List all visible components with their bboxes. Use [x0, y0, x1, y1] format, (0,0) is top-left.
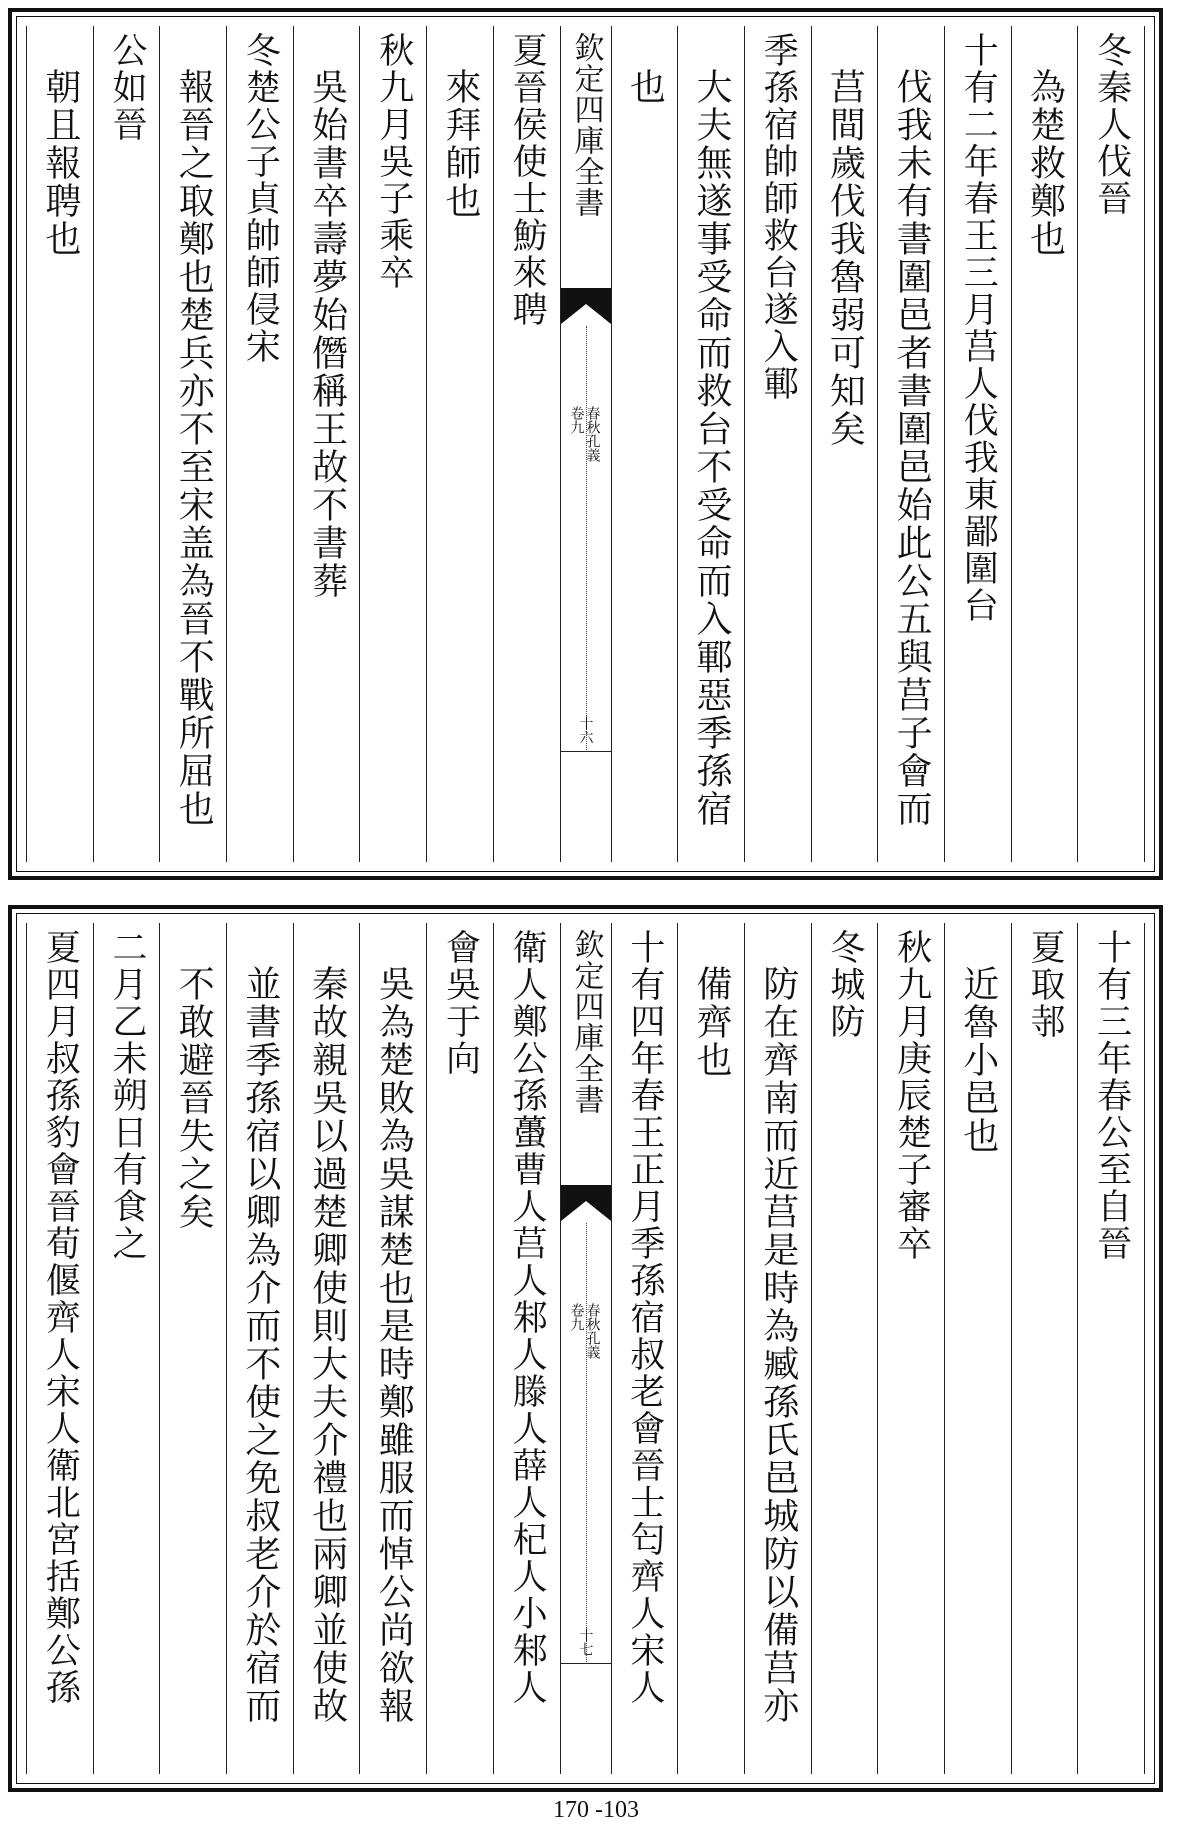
text-column — [293, 923, 360, 1774]
bottom-page — [8, 905, 1163, 1792]
classic-text: 秋九月吳子乘卒 — [373, 32, 414, 291]
text-column — [26, 923, 93, 1774]
commentary-text: 吳為楚敗為吳謀楚也是時鄭雖服而悼公尚欲報 — [373, 965, 415, 1725]
commentary-text: 不敢避晉失之矣 — [173, 965, 215, 1231]
commentary-text: 來拜師也 — [439, 68, 481, 220]
book-title: 欽定四庫全書 — [568, 32, 604, 218]
classic-text: 冬城防 — [824, 929, 865, 1040]
classic-text: 公如晉 — [107, 32, 148, 143]
commentary-text: 報晉之取鄭也楚兵亦不至宋盖為晉不戰所屈也 — [173, 68, 215, 828]
classic-text: 十有四年春王正月季孫宿叔老會晉士匄齊人宋人 — [624, 929, 665, 1706]
text-column — [159, 26, 226, 862]
commentary-text: 莒間歲伐我魯弱可知矣 — [824, 68, 866, 448]
volume-label: 卷九 — [568, 406, 585, 434]
text-column — [426, 26, 493, 862]
commentary-text: 伐我未有書圍邑者書圍邑始此公五與莒子會而 — [891, 68, 933, 828]
text-column — [493, 26, 560, 862]
classic-text: 冬楚公子貞帥師侵宋 — [240, 32, 281, 365]
classic-text: 十有二年春王三月莒人伐我東鄙圍台 — [958, 32, 999, 624]
commentary-text: 大夫無遂事受命而救台不受命而入鄆惡季孫宿 — [691, 68, 733, 828]
text-column — [1077, 26, 1145, 862]
text-column — [677, 26, 744, 862]
classic-text: 二月乙未朔日有食之 — [107, 929, 148, 1262]
classic-text: 夏取邿 — [1024, 929, 1065, 1040]
text-column — [811, 26, 878, 862]
page-footer-number: 170 -103 — [553, 1797, 639, 1823]
leaf-number: 十七 — [577, 1628, 594, 1656]
text-column — [493, 923, 560, 1774]
commentary-text: 為楚救鄭也 — [1024, 68, 1066, 258]
classic-text: 十有三年春公至自晉 — [1091, 929, 1132, 1262]
volume-label: 卷九 — [568, 1303, 585, 1331]
book-subtitle: 春秋孔義 — [584, 1303, 601, 1359]
text-column — [744, 26, 811, 862]
book-subtitle: 春秋孔義 — [584, 406, 601, 462]
classic-text: 夏四月叔孫豹會晉荀偃齊人宋人衛北宮括鄭公孫 — [40, 929, 81, 1706]
text-column — [1077, 923, 1145, 1774]
classic-text: 衛人鄭公孫蠆曹人莒人邾人滕人薛人杞人小邾人 — [507, 929, 548, 1706]
classic-text: 季孫宿帥師救台遂入鄆 — [758, 32, 799, 402]
fold-line — [586, 1223, 587, 1662]
text-column — [1011, 923, 1078, 1774]
classic-text: 會吳于向 — [440, 929, 481, 1077]
classic-text: 冬秦人伐晉 — [1091, 32, 1132, 217]
text-column — [293, 26, 360, 862]
text-column — [159, 923, 226, 1774]
text-column — [26, 26, 93, 862]
text-column — [226, 26, 293, 862]
fold-line — [586, 326, 587, 750]
text-column — [877, 923, 944, 1774]
bottom-columns — [26, 923, 1145, 1774]
leaf-number: 十六 — [577, 716, 594, 744]
center-fold-margin — [560, 26, 611, 862]
text-column — [226, 923, 293, 1774]
center-fold-margin — [560, 923, 611, 1774]
text-column — [359, 923, 426, 1774]
margin-rule — [561, 1663, 611, 1664]
top-columns — [26, 26, 1145, 862]
text-column — [359, 26, 426, 862]
text-column — [1011, 26, 1078, 862]
fishtail-mark — [561, 1185, 611, 1225]
text-column — [744, 923, 811, 1774]
margin-rule — [561, 751, 611, 752]
top-page — [8, 8, 1163, 880]
text-column — [677, 923, 744, 1774]
classic-text: 夏晉侯使士魴來聘 — [507, 32, 548, 328]
text-column — [611, 923, 678, 1774]
fishtail-mark — [561, 288, 611, 328]
text-column — [426, 923, 493, 1774]
text-column — [877, 26, 944, 862]
text-column — [944, 923, 1011, 1774]
commentary-text: 吳始書卒壽夢始僭稱王故不書葬 — [306, 68, 348, 600]
commentary-text: 防在齊南而近莒是時為臧孫氏邑城防以備莒亦 — [757, 965, 799, 1725]
commentary-text: 備齊也 — [691, 965, 733, 1079]
commentary-text: 朝且報聘也 — [39, 68, 81, 258]
text-column — [93, 26, 160, 862]
commentary-text: 並書季孫宿以卿為介而不使之免叔老介於宿而 — [239, 965, 281, 1725]
commentary-text: 秦故親吳以過楚卿使則大夫介禮也兩卿並使故 — [306, 965, 348, 1725]
commentary-text: 近魯小邑也 — [957, 965, 999, 1155]
classic-text: 秋九月庚辰楚子審卒 — [891, 929, 932, 1262]
text-column — [811, 923, 878, 1774]
book-title: 欽定四庫全書 — [568, 929, 604, 1115]
commentary-text: 也 — [624, 68, 666, 106]
text-column — [611, 26, 678, 862]
text-column — [944, 26, 1011, 862]
text-column — [93, 923, 160, 1774]
